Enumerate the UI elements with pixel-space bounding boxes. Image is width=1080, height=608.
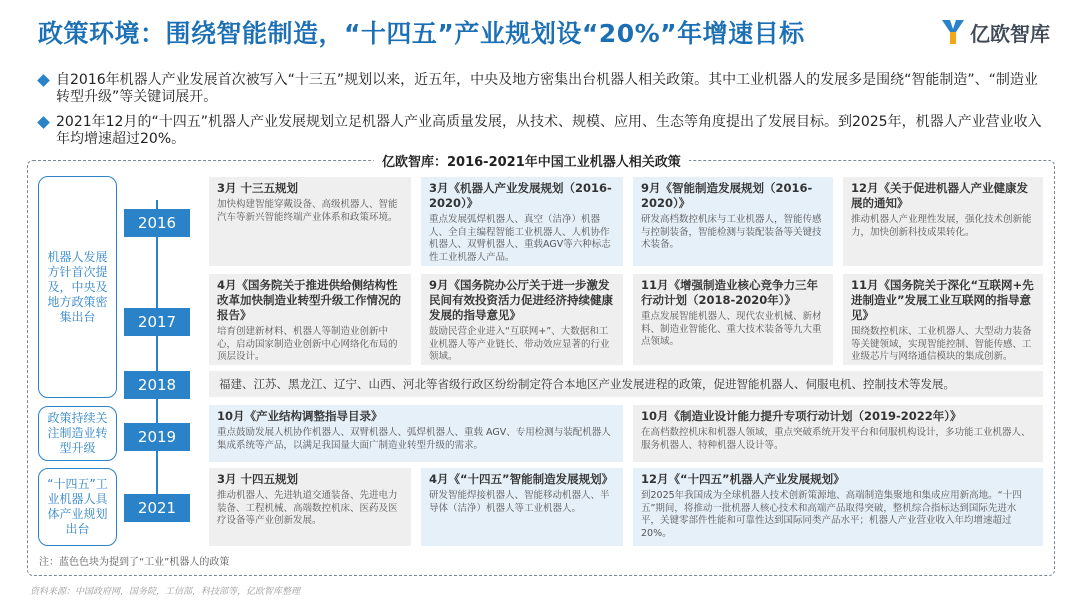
diamond-bullet-icon [37,74,50,87]
policy-title: 3月《机器人产业发展规划（2016-2020）》 [429,181,612,210]
policy-card [209,468,411,546]
policy-body: 培育创建新材料、机器人等制造业创新中心，启动国家制造业创新中心网络化布局的顶层设计。 [217,326,398,362]
policy-card [633,274,833,365]
bullet-text: 自2016年机器人产业发展首次被写入“十三五”规划以来，近五年，中央及地方密集出台机器人相关政策。其中工业机器人的发展多是围绕“智能制造”、“制造业转型升级”等关键词展开。 [56,72,1038,105]
policy-card [633,468,1043,546]
policy-title: 10月《制造业设计能力提升专项行动计划（2019-2022年）》 [641,409,962,423]
policy-card [633,405,1043,462]
year-2018: 2018 [124,371,190,399]
bullet-list [38,72,1048,148]
year-2019: 2019 [124,423,190,451]
policy-title: 10月《产业结构调整指导目录》 [217,409,383,423]
phase-label-2: 政策持续关注制造业转型升级 [38,406,117,461]
year-2016: 2016 [124,209,190,237]
year-2017: 2017 [124,308,190,336]
policy-title: 9月《智能制造发展规划（2016-2020）》 [641,181,813,210]
policy-body: 推动机器人、先进轨道交通装备、先进电力装备、工程机械、高端数控机床、医药及医疗设备等产业创新发展。 [217,490,398,526]
policy-body: 在高档数控机床和机器人领域，重点突破系统开发平台和伺服机构设计，多功能工业机器人、服务机器人、特种机器人设计等。 [641,427,1031,451]
policy-table-title: 亿欧智库：2016-2021年中国工业机器人相关政策 [374,151,689,170]
policy-body: 围绕数控机床、工业机器人、大型动力装备等关键领域，实现智能控制、智能传感、工业级芯片与网络通信模块的集成创新。 [851,326,1032,362]
policy-title: 12月《关于促进机器人产业健康发展的通知》 [851,181,1029,210]
policy-card [421,177,623,266]
policy-card [421,274,623,365]
policy-body: 重点鼓励发展人机协作机器人、双臂机器人、弧焊机器人、重载 AGV、专用检测与装配机器人集成系统等产品，以满足我国量大面广制造业转型升级的需求。 [217,427,611,451]
policy-title: 4月《“十四五”智能制造发展规划》 [429,472,614,486]
policy-body: 到2025年我国成为全球机器人技术创新策源地、高端制造集聚地和集成应用新高地。“十四五”期间，将推动一批机器人核心技术和高端产品取得突破，整机综合指标达到国际先进水平，关键零部件性能和可靠性达到国际同类产品水平；机器人产业营业收入年均增速超过20%。 [641,490,1022,539]
policy-title: 4月《国务院关于推进供给侧结构性改革加快制造业转型升级工作情况的报告》 [217,278,401,322]
policy-card [209,405,623,462]
policy-card [209,274,411,365]
policy-card [209,177,411,266]
policy-body: 鼓励民营企业进入“互联网+”、大数据和工业机器人等产业链长、带动效应显著的行业领域。 [429,326,610,362]
policy-body: 加快构建智能穿戴设备、高级机器人、智能汽车等新兴智能终端产业体系和政策环境。 [217,199,398,223]
phase-label-1: 机器人发展方针首次提及，中央及地方政策密集出台 [38,176,117,398]
page-title: 政策环境：围绕智能制造，“十四五”产业规划设“20%”年增速目标 [38,19,805,48]
bullet-text: 2021年12月的“十四五”机器人产业发展规划立足机器人产业高质量发展，从技术、规模、应用、生态等角度提出了发展目标。到2025年，机器人产业营业收入年均增速超过20%。 [56,114,1042,147]
policy-title: 3月 十三五规划 [217,181,299,195]
policy-card [843,177,1043,266]
policy-title: 11月《国务院关于深化“互联网+先进制造业”发展工业互联网的指导意见》 [851,278,1034,322]
policy-card [633,177,833,266]
policy-card-2018: 福建、江苏、黑龙江、辽宁、山西、河北等省级行政区纷纷制定符合本地区产业发展进程的政策，促进智能机器人、伺服电机、控制技术等发展。 [209,371,1043,397]
policy-body: 推动机器人产业理性发展，强化技术创新能力，加快创新科技成果转化。 [851,214,1032,238]
phase-label-3: “十四五”工业机器人具体产业规划出台 [38,468,117,546]
table-note: 注：蓝色色块为提到了“工业”机器人的政策 [39,557,230,568]
policy-body: 研发智能焊接机器人、智能移动机器人、半导体（洁净）机器人等工业机器人。 [429,490,610,514]
diamond-bullet-icon [37,116,50,129]
logo [940,16,1050,48]
timeline-line [156,200,158,520]
bullet-item [38,72,1048,106]
policy-body: 重点发展智能机器人、现代农业机械、新材料、制造业智能化、重大技术装备等九大重点领域。 [641,311,822,347]
policy-title: 11月《增强制造业核心竞争力三年行动计划（2018-2020年）》 [641,278,819,307]
policy-title: 12月《“十四五”机器人产业发展规划》 [641,472,845,486]
bullet-item [38,114,1048,148]
policy-card [421,468,623,546]
policy-title: 9月《国务院办公厅关于进一步激发民间有效投资活力促进经济持续健康发展的指导意见》 [429,278,613,322]
source-text: 资料来源：中国政府网，国务院，工信部，科技部等，亿欧智库整理 [30,587,301,597]
year-2021: 2021 [124,494,190,522]
policy-title: 3月 十四五规划 [217,472,299,486]
logo-text: 亿欧智库 [970,21,1050,46]
yiou-logo-icon [940,18,966,46]
policy-body: 重点发展弧焊机器人、真空（洁净）机器人、全自主编程智能工业机器人、人机协作机器人、双臂机器人、重载AGV等六种标志性工业机器人产品。 [429,214,611,263]
policy-body: 研发高档数控机床与工业机器人，智能传感与控制装备，智能检测与装配装备等关键技术装备。 [641,214,822,250]
policy-card [843,274,1043,365]
